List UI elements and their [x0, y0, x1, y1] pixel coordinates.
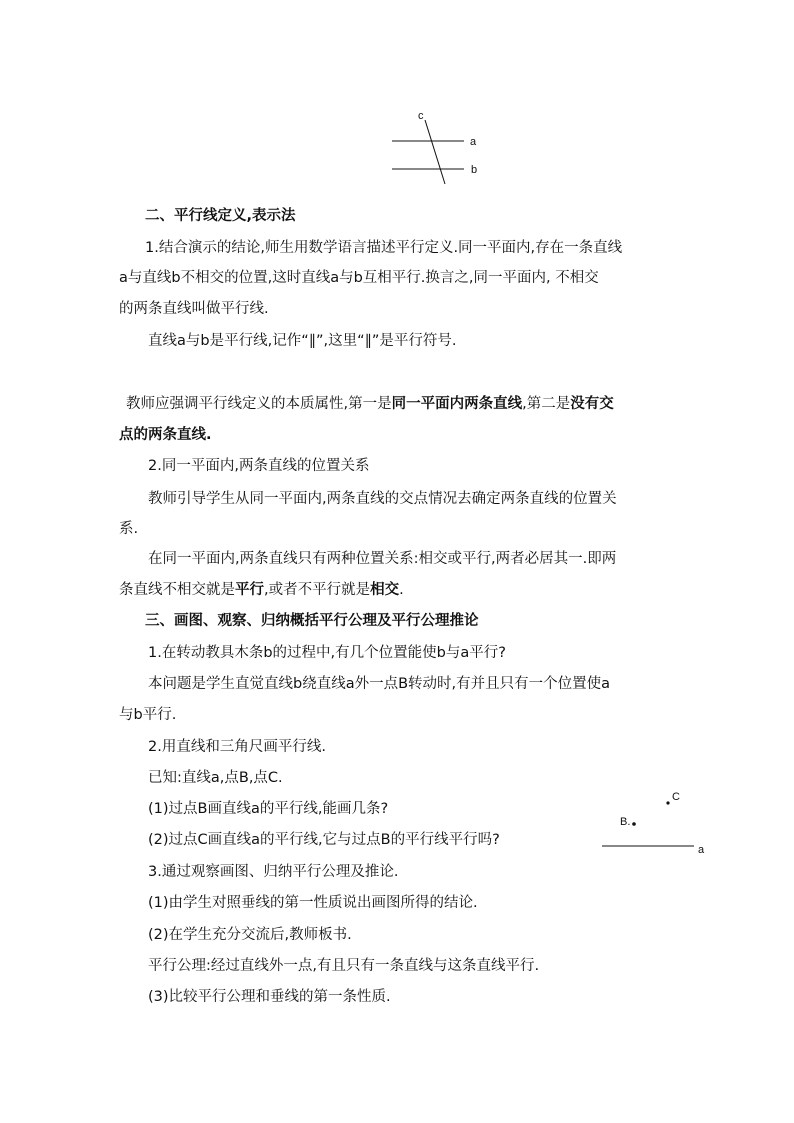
- label-b: b: [471, 164, 478, 176]
- points-line-figure: [596, 782, 716, 862]
- para-11: (1)过点B画直线a的平行线,能画几条?: [148, 801, 389, 817]
- para-1-line-1: 1.结合演示的结论,师生用数学语言描述平行定义.同一平面内,存在一条直线: [145, 240, 623, 256]
- para-3-text-c: ,第二是: [522, 396, 571, 412]
- para-16: 平行公理:经过直线外一点,有且只有一条直线与这条直线平行.: [148, 958, 540, 974]
- para-6-text-e: .: [399, 582, 404, 598]
- para-17: (3)比较平行公理和垂线的第一条性质.: [148, 989, 391, 1005]
- para-6-line-2: [119, 580, 794, 600]
- para-6-text-c: ,或者不平行就是: [264, 582, 371, 598]
- line-c: [425, 120, 445, 184]
- para-4: 2.同一平面内,两条直线的位置关系: [148, 458, 370, 474]
- para-8-line-1: 本问题是学生直觉直线b绕直线a外一点B转动时,有并且只有一个位置使a: [148, 676, 611, 692]
- para-3-line-2: 点的两条直线.: [119, 427, 212, 443]
- para-5-line-2: 系.: [119, 521, 139, 537]
- para-1-line-3: 的两条直线叫做平行线.: [119, 301, 269, 317]
- para-13: 3.通过观察画图、归纳平行公理及推论.: [148, 864, 399, 880]
- section-heading-2: 二、平行线定义,表示法: [145, 208, 296, 224]
- label-B: B.: [620, 816, 631, 828]
- para-9: 2.用直线和三角尺画平行线.: [148, 739, 326, 755]
- para-14: (1)由学生对照垂线的第一性质说出画图所得的结论.: [148, 895, 478, 911]
- para-3-text-a: 教师应强调平行线定义的本质属性,第一是: [126, 396, 392, 412]
- section-heading-3: 三、画图、观察、归纳概括平行公理及平行公理推论: [145, 613, 479, 629]
- para-5-line-1: 教师引导学生从同一平面内,两条直线的交点情况去确定两条直线的位置关: [148, 491, 617, 507]
- para-1-line-2: a与直线b不相交的位置,这时直线a与b互相平行.换言之,同一平面内, 不相交: [119, 270, 599, 286]
- point-b: [632, 822, 636, 826]
- para-7: 1.在转动教具木条b的过程中,有几个位置能使b与a平行?: [148, 645, 506, 661]
- para-15: (2)在学生充分交流后,教师板书.: [148, 927, 352, 943]
- para-6-bold-2: 相交: [370, 582, 400, 598]
- para-12: (2)过点C画直线a的平行线,它与过点B的平行线平行吗?: [148, 832, 500, 848]
- para-6-text-a: 条直线不相交就是: [119, 582, 235, 598]
- para-6-line-1: 在同一平面内,两条直线只有两种位置关系:相交或平行,两者必居其一.即两: [148, 551, 617, 567]
- para-2: 直线a与b是平行线,记作“∥”,这里“∥”是平行符号.: [148, 333, 457, 349]
- label-a-right: a: [698, 844, 705, 856]
- para-3-bold-2: 没有交: [570, 396, 614, 412]
- label-a: a: [470, 136, 477, 148]
- label-C: C: [672, 791, 680, 803]
- para-6-bold-1: 平行: [235, 582, 264, 598]
- label-c: c: [418, 110, 424, 122]
- para-8-line-2: 与b平行.: [119, 707, 177, 723]
- para-3-bold-1: 同一平面内两条直线: [391, 396, 523, 412]
- parallel-lines-figure: [380, 106, 490, 186]
- para-3-line-1: [126, 394, 794, 414]
- para-10: 已知:直线a,点B,点C.: [148, 770, 283, 786]
